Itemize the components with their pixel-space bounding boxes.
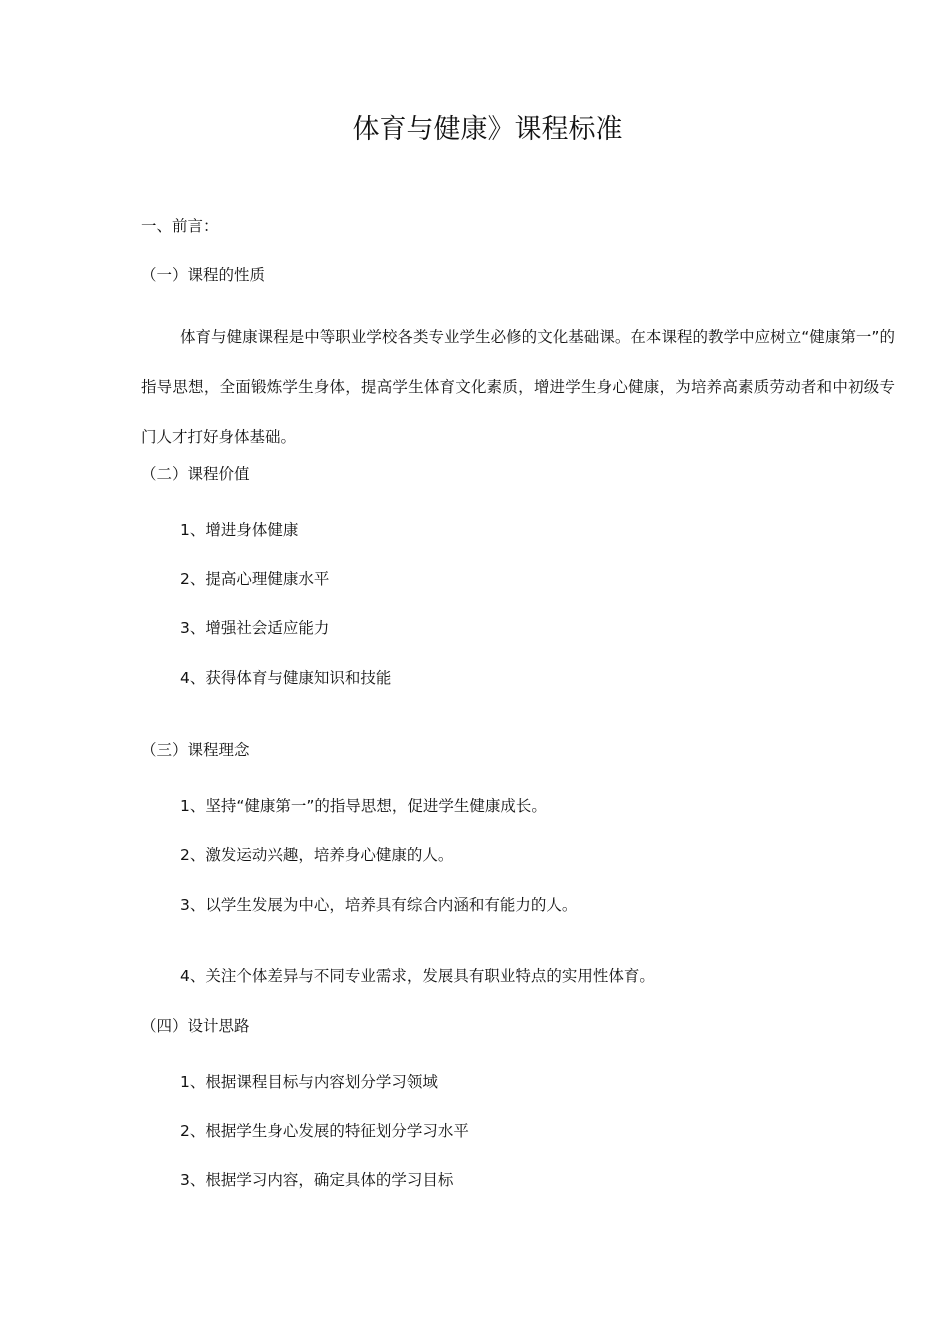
- list-item-concept-2: 2、激发运动兴趣，培养身心健康的人。: [180, 846, 454, 864]
- list-item-value-1: 1、增进身体健康: [180, 521, 299, 539]
- list-item-design-3: 3、根据学习内容，确定具体的学习目标: [180, 1171, 454, 1189]
- subsection-heading-value: （二）课程价值: [141, 465, 250, 483]
- subsection-heading-concept: （三）课程理念: [141, 741, 250, 759]
- subsection-heading-design: （四）设计思路: [141, 1017, 250, 1035]
- list-item-concept-4: 4、关注个体差异与不同专业需求，发展具有职业特点的实用性体育。: [180, 967, 655, 985]
- document-title: 体育与健康》课程标准: [352, 114, 623, 145]
- list-item-concept-1: 1、坚持“健康第一”的指导思想，促进学生健康成长。: [180, 797, 547, 815]
- section-heading-preface: 一、前言：: [141, 217, 219, 235]
- subsection-heading-nature: （一）课程的性质: [141, 266, 266, 284]
- list-item-design-2: 2、根据学生身心发展的特征划分学习水平: [180, 1122, 469, 1140]
- list-item-design-1: 1、根据课程目标与内容划分学习领域: [180, 1073, 438, 1091]
- list-item-value-2: 2、提高心理健康水平: [180, 570, 330, 588]
- nature-paragraph: 体育与健康课程是中等职业学校各类专业学生必修的文化基础课。在本课程的教学中应树立“健康第一”的指导思想，全面锻炼学生身体，提高学生体育文化素质，增进学生身心健康，为培养高素质劳动者和中初级专门人才打好身体基础。: [141, 328, 895, 446]
- list-item-value-3: 3、增强社会适应能力: [180, 619, 330, 637]
- list-item-value-4: 4、获得体育与健康知识和技能: [180, 669, 392, 687]
- list-item-concept-3: 3、以学生发展为中心，培养具有综合内涵和有能力的人。: [180, 896, 578, 914]
